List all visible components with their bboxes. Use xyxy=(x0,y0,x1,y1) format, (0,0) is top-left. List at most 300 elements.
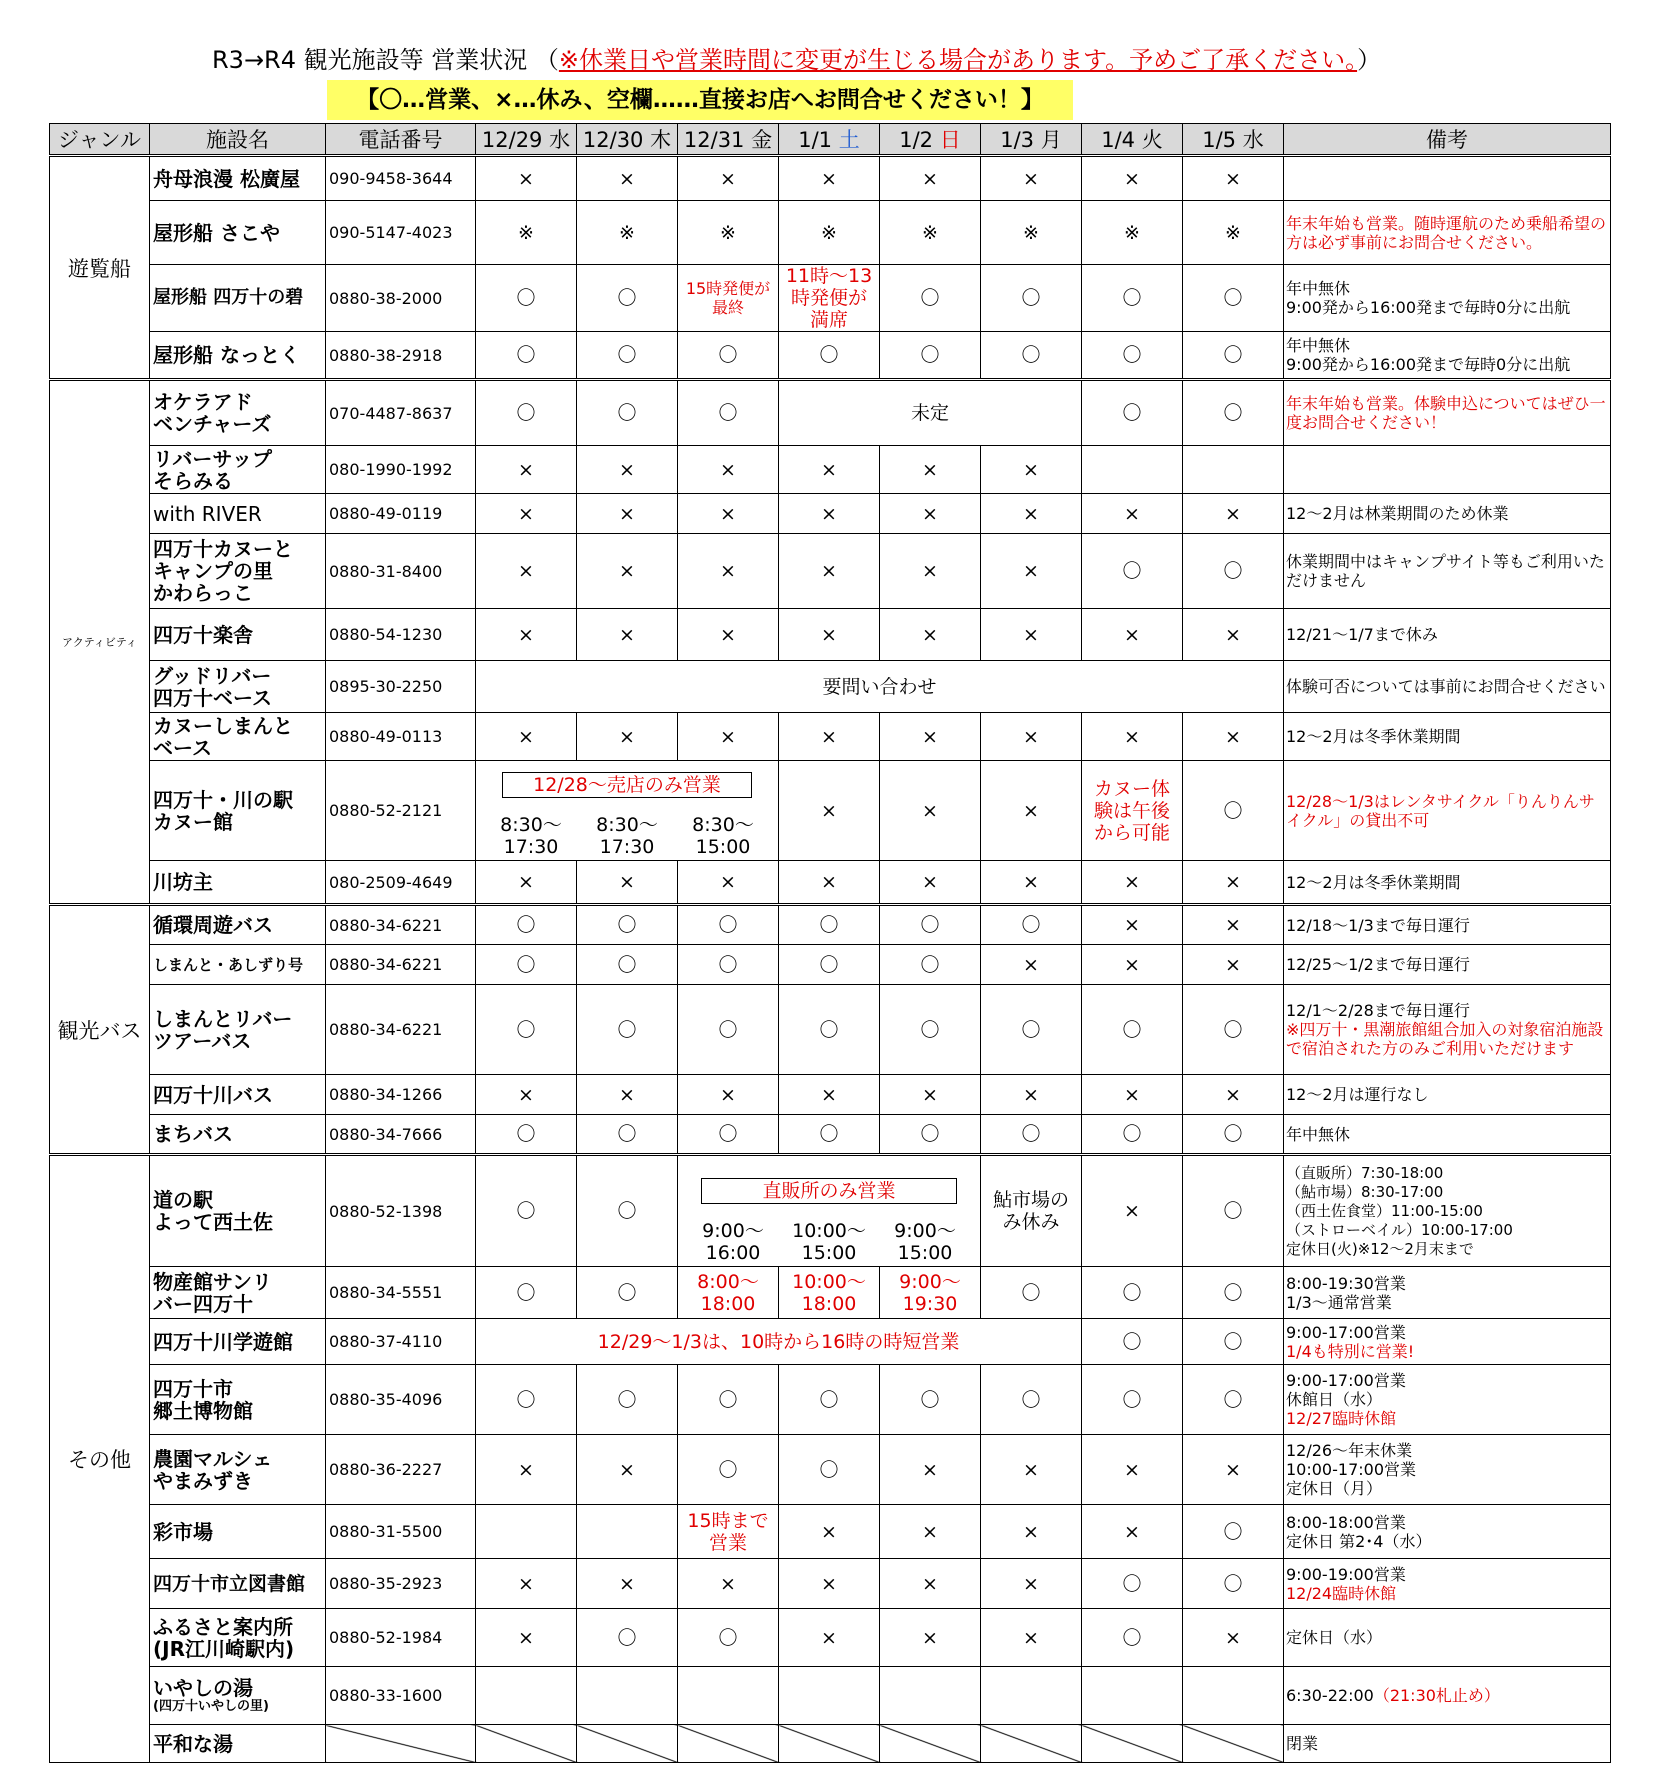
status-cell: × xyxy=(880,1435,981,1505)
status-cell: × xyxy=(678,1075,779,1115)
facility-name: カヌーしまんと ベース xyxy=(150,713,326,761)
status-cell: × xyxy=(577,446,678,494)
status-cell: × xyxy=(476,1609,577,1667)
status-cell: × xyxy=(577,1435,678,1505)
status-cell xyxy=(880,1725,981,1763)
table-row xyxy=(50,1365,1611,1435)
status-cell: × xyxy=(981,1559,1082,1609)
status-cell xyxy=(678,1725,779,1763)
note-cell: 12～2月は冬季休業期間 xyxy=(1284,861,1611,905)
table-row xyxy=(50,861,1611,905)
note-cell: 8:00-19:30営業 1/3～通常営業 xyxy=(1284,1267,1611,1319)
phone-number: 0880-34-6221 xyxy=(326,905,476,945)
status-cell: 〇 xyxy=(981,985,1082,1075)
title-notice: ※休業日や営業時間に変更が生じる場合があります。予めご了承ください。 xyxy=(558,46,1358,74)
facility-name: 四万十市 郷土博物館 xyxy=(150,1365,326,1435)
status-cell: 未定 xyxy=(779,380,1082,446)
status-cell: × xyxy=(880,713,981,761)
phone-number: 070-4487-8637 xyxy=(326,380,476,446)
status-cell: 〇 xyxy=(1082,1267,1183,1319)
status-cell: 〇 xyxy=(476,945,577,985)
status-cell: × xyxy=(476,609,577,661)
status-cell: 〇 xyxy=(1183,1319,1284,1365)
status-cell: 〇 xyxy=(476,1365,577,1435)
phone-number: 0880-38-2918 xyxy=(326,332,476,380)
note-cell: 年中無休 9:00発から16:00発まで毎時0分に出航 xyxy=(1284,332,1611,380)
table-row xyxy=(50,156,1611,201)
status-cell: 〇 xyxy=(476,1115,577,1155)
table-row xyxy=(50,1609,1611,1667)
note-cell: 9:00-17:00営業 休館日（水） 12/27臨時休館 xyxy=(1284,1365,1611,1435)
table-row xyxy=(50,1505,1611,1559)
note-cell: 9:00-19:00営業 12/24臨時休館 xyxy=(1284,1559,1611,1609)
facility-name: 物産館サンリ バー四万十 xyxy=(150,1267,326,1319)
phone-number: 0880-35-4096 xyxy=(326,1365,476,1435)
status-cell: × xyxy=(981,1435,1082,1505)
status-cell: 〇 xyxy=(981,1115,1082,1155)
facility-name: 四万十川バス xyxy=(150,1075,326,1115)
status-cell: 〇 xyxy=(779,1435,880,1505)
phone-number: 0880-49-0113 xyxy=(326,713,476,761)
phone-number: 0880-52-1398 xyxy=(326,1155,476,1267)
status-cell: 〇 xyxy=(577,945,678,985)
status-cell: 〇 xyxy=(1183,1115,1284,1155)
facility-name: 循環周遊バス xyxy=(150,905,326,945)
status-cell: 〇 xyxy=(1183,1505,1284,1559)
note-cell: 12/28～1/3はレンタサイクル「りんりんサイクル」の貸出不可 xyxy=(1284,761,1611,861)
status-cell xyxy=(476,1505,577,1559)
status-cell: × xyxy=(1183,905,1284,945)
note-cell: 年末年始も営業。体験申込についてはぜひ一度お問合せください！ xyxy=(1284,380,1611,446)
status-cell: × xyxy=(678,713,779,761)
status-cell: × xyxy=(981,1609,1082,1667)
table-row xyxy=(50,713,1611,761)
status-cell: 〇 xyxy=(981,1365,1082,1435)
status-cell: 〇 xyxy=(577,985,678,1075)
status-cell: × xyxy=(880,446,981,494)
schedule-table xyxy=(49,123,1611,1763)
note-cell: 年末年始も営業。随時運航のため乗船希望の方は必ず事前にお問合せください。 xyxy=(1284,201,1611,265)
header-date: 12/30 木 xyxy=(577,124,678,156)
status-cell: × xyxy=(779,1505,880,1559)
note-cell: 6:30-22:00（21:30札止め） xyxy=(1284,1667,1611,1725)
status-cell: 〇 xyxy=(476,380,577,446)
phone-number: 0880-34-5551 xyxy=(326,1267,476,1319)
table-row xyxy=(50,1115,1611,1155)
genre-cell: その他 xyxy=(50,1155,150,1763)
status-cell: × xyxy=(880,1075,981,1115)
status-cell: 10:00～ 18:00 xyxy=(779,1267,880,1319)
header-date: 1/3 月 xyxy=(981,124,1082,156)
status-cell: 〇 xyxy=(779,1115,880,1155)
status-cell: × xyxy=(981,1505,1082,1559)
status-cell: 〇 xyxy=(1183,1267,1284,1319)
facility-name: 四万十川学遊館 xyxy=(150,1319,326,1365)
status-cell: × xyxy=(981,156,1082,201)
facility-name: ふるさと案内所 (JR江川崎駅内) xyxy=(150,1609,326,1667)
legend-banner: 【〇…営業、×…休み、空欄……直接お店へお問合せください！】 xyxy=(327,80,1073,120)
facility-name: 四万十・川の駅 カヌー館 xyxy=(150,761,326,861)
status-cell: × xyxy=(880,861,981,905)
genre-cell: アクティビティ xyxy=(50,380,150,905)
status-cell: × xyxy=(880,156,981,201)
status-cell: × xyxy=(779,534,880,609)
status-cell: × xyxy=(476,713,577,761)
status-cell: 〇 xyxy=(779,985,880,1075)
phone-number: 0880-34-1266 xyxy=(326,1075,476,1115)
status-cell: × xyxy=(476,1075,577,1115)
status-cell: 〇 xyxy=(577,905,678,945)
status-cell: 〇 xyxy=(1082,1115,1183,1155)
header-row xyxy=(50,124,1611,156)
table-row xyxy=(50,380,1611,446)
genre-cell: 観光バス xyxy=(50,905,150,1155)
status-cell: 〇 xyxy=(577,1155,678,1267)
status-cell: × xyxy=(779,494,880,534)
phone-number: 0880-54-1230 xyxy=(326,609,476,661)
status-cell: × xyxy=(1082,905,1183,945)
note-cell: 8:00-18:00営業 定休日 第2･4（水） xyxy=(1284,1505,1611,1559)
note-cell: 12/26～年末休業 10:00-17:00営業 定休日（月） xyxy=(1284,1435,1611,1505)
note-cell: 体験可否については事前にお問合せください xyxy=(1284,661,1611,713)
header-genre: ジャンル xyxy=(50,124,150,156)
status-cell: × xyxy=(678,156,779,201)
status-cell: ※ xyxy=(981,201,1082,265)
status-cell: カヌー体験は午後から可能 xyxy=(1082,761,1183,861)
status-cell: × xyxy=(880,1505,981,1559)
page-title xyxy=(212,40,1381,75)
phone-number: 0880-34-6221 xyxy=(326,945,476,985)
status-cell: × xyxy=(1183,1075,1284,1115)
table-row xyxy=(50,609,1611,661)
phone-number: 080-2509-4649 xyxy=(326,861,476,905)
status-cell: × xyxy=(981,761,1082,861)
status-cell: 〇 xyxy=(1082,1319,1183,1365)
status-cell: × xyxy=(476,534,577,609)
status-cell: 直販所のみ営業 9:00～ 16:0010:00～ 15:009:00～ 15:00 xyxy=(678,1155,981,1267)
status-cell: × xyxy=(577,534,678,609)
status-cell: 〇 xyxy=(678,945,779,985)
status-cell: × xyxy=(779,609,880,661)
table-row xyxy=(50,1559,1611,1609)
status-cell: × xyxy=(779,713,880,761)
status-cell: × xyxy=(981,446,1082,494)
status-cell xyxy=(779,1667,880,1725)
note-cell: 閉業 xyxy=(1284,1725,1611,1763)
status-cell: × xyxy=(577,156,678,201)
status-cell: × xyxy=(476,1559,577,1609)
status-cell: 〇 xyxy=(1082,1365,1183,1435)
status-cell: 9:00～ 19:30 xyxy=(880,1267,981,1319)
header-date: 12/29 水 xyxy=(476,124,577,156)
table-row xyxy=(50,494,1611,534)
note-cell: 12/18～1/3まで毎日運行 xyxy=(1284,905,1611,945)
status-cell: × xyxy=(1183,861,1284,905)
status-cell: × xyxy=(476,446,577,494)
status-cell xyxy=(1183,1667,1284,1725)
status-cell xyxy=(981,1667,1082,1725)
status-cell: × xyxy=(476,156,577,201)
status-cell: 〇 xyxy=(1082,1609,1183,1667)
status-cell: × xyxy=(880,761,981,861)
status-cell: × xyxy=(678,534,779,609)
table-row xyxy=(50,945,1611,985)
facility-name: 川坊主 xyxy=(150,861,326,905)
status-cell xyxy=(326,1725,476,1763)
note-cell xyxy=(1284,156,1611,201)
facility-name: 屋形船 四万十の碧 xyxy=(150,265,326,332)
table-row xyxy=(50,201,1611,265)
note-cell: 定休日（水） xyxy=(1284,1609,1611,1667)
note-cell: 12～2月は林業期間のため休業 xyxy=(1284,494,1611,534)
status-cell: ※ xyxy=(1183,201,1284,265)
status-cell: 鮎市場のみ休み xyxy=(981,1155,1082,1267)
status-cell: 8:00～ 18:00 xyxy=(678,1267,779,1319)
status-cell: 〇 xyxy=(577,1267,678,1319)
status-cell: 〇 xyxy=(1082,265,1183,332)
status-cell: 〇 xyxy=(1183,332,1284,380)
status-cell: × xyxy=(779,156,880,201)
notice-box: 直販所のみ営業 xyxy=(701,1178,956,1204)
status-cell: × xyxy=(880,534,981,609)
facility-name: 彩市場 xyxy=(150,1505,326,1559)
status-cell: 〇 xyxy=(880,1365,981,1435)
facility-name: 四万十カヌーと キャンプの里 かわらっこ xyxy=(150,534,326,609)
status-cell xyxy=(1082,446,1183,494)
status-cell: 〇 xyxy=(678,1115,779,1155)
status-cell: × xyxy=(981,534,1082,609)
status-cell: 〇 xyxy=(779,945,880,985)
status-cell xyxy=(1082,1725,1183,1763)
facility-name: 平和な湯 xyxy=(150,1725,326,1763)
status-cell: 〇 xyxy=(880,1115,981,1155)
status-cell: 15時まで営業 xyxy=(678,1505,779,1559)
status-cell: 〇 xyxy=(1183,1559,1284,1609)
status-cell: 〇 xyxy=(476,1155,577,1267)
status-cell: × xyxy=(981,494,1082,534)
title-close: ） xyxy=(1357,46,1382,74)
status-cell: 〇 xyxy=(779,905,880,945)
status-cell xyxy=(577,1725,678,1763)
facility-name: with RIVER xyxy=(150,494,326,534)
status-cell: 〇 xyxy=(981,905,1082,945)
table-row xyxy=(50,1725,1611,1763)
status-cell: × xyxy=(981,713,1082,761)
note-cell: 年中無休 9:00発から16:00発まで毎時0分に出航 xyxy=(1284,265,1611,332)
note-cell: 12/21～1/7まで休み xyxy=(1284,609,1611,661)
status-cell: × xyxy=(1183,609,1284,661)
phone-number: 090-5147-4023 xyxy=(326,201,476,265)
status-cell: 〇 xyxy=(779,1365,880,1435)
status-cell: 〇 xyxy=(577,1609,678,1667)
status-cell: 〇 xyxy=(1082,380,1183,446)
status-cell: 〇 xyxy=(1183,761,1284,861)
status-cell: × xyxy=(1183,494,1284,534)
status-cell: × xyxy=(476,494,577,534)
table-row xyxy=(50,985,1611,1075)
status-cell xyxy=(577,1505,678,1559)
table-row xyxy=(50,1667,1611,1725)
status-cell: 〇 xyxy=(476,265,577,332)
status-cell: × xyxy=(678,1559,779,1609)
status-cell: × xyxy=(1082,713,1183,761)
note-cell: 年中無休 xyxy=(1284,1115,1611,1155)
status-cell xyxy=(577,1667,678,1725)
table-row xyxy=(50,332,1611,380)
table-row xyxy=(50,1435,1611,1505)
status-cell: 11時～13時発便が満席 xyxy=(779,265,880,332)
table-row xyxy=(50,1075,1611,1115)
status-cell: × xyxy=(1082,609,1183,661)
status-cell: 〇 xyxy=(1183,534,1284,609)
facility-name: 四万十楽舎 xyxy=(150,609,326,661)
facility-name: 屋形船 なっとく xyxy=(150,332,326,380)
facility-name: いやしの湯 (四万十いやしの里) xyxy=(150,1667,326,1725)
status-cell: 〇 xyxy=(1183,265,1284,332)
status-cell: 〇 xyxy=(981,1267,1082,1319)
note-cell: 12/1～2/28まで毎日運行 ※四万十・黒潮旅館組合加入の対象宿泊施設で宿泊された方のみご利用いただけます xyxy=(1284,985,1611,1075)
status-cell: ※ xyxy=(577,201,678,265)
phone-number: 0880-31-8400 xyxy=(326,534,476,609)
phone-number: 090-9458-3644 xyxy=(326,156,476,201)
header-facility: 施設名 xyxy=(150,124,326,156)
status-cell: × xyxy=(1082,1075,1183,1115)
status-cell: ※ xyxy=(779,201,880,265)
status-cell: 〇 xyxy=(981,265,1082,332)
status-cell: 〇 xyxy=(1183,1155,1284,1267)
phone-number: 0880-31-5500 xyxy=(326,1505,476,1559)
status-cell: × xyxy=(779,1609,880,1667)
status-cell: × xyxy=(880,1559,981,1609)
status-cell: × xyxy=(981,1075,1082,1115)
facility-name: しまんと・あしずり号 xyxy=(150,945,326,985)
header-notes: 備考 xyxy=(1284,124,1611,156)
phone-number: 0880-35-2923 xyxy=(326,1559,476,1609)
status-cell: × xyxy=(476,1435,577,1505)
phone-number: 0880-38-2000 xyxy=(326,265,476,332)
note-cell: 9:00-17:00営業 1/4も特別に営業! xyxy=(1284,1319,1611,1365)
header-phone: 電話番号 xyxy=(326,124,476,156)
header-date: 1/5 水 xyxy=(1183,124,1284,156)
genre-cell: 遊覧船 xyxy=(50,156,150,380)
status-cell: 〇 xyxy=(880,905,981,945)
status-cell: × xyxy=(981,609,1082,661)
status-cell: × xyxy=(577,609,678,661)
phone-number: 0880-52-2121 xyxy=(326,761,476,861)
status-cell: 〇 xyxy=(880,945,981,985)
status-cell: ※ xyxy=(678,201,779,265)
phone-number: 0880-36-2227 xyxy=(326,1435,476,1505)
status-cell: × xyxy=(880,494,981,534)
status-cell: 〇 xyxy=(880,265,981,332)
status-cell: × xyxy=(577,1075,678,1115)
status-cell: × xyxy=(1082,1155,1183,1267)
status-cell: × xyxy=(577,861,678,905)
note-cell: 休業期間中はキャンプサイト等もご利用いただけません xyxy=(1284,534,1611,609)
phone-number: 0880-52-1984 xyxy=(326,1609,476,1667)
title-main: R3→R4 観光施設等 営業状況 （ xyxy=(212,46,559,74)
status-cell xyxy=(678,1667,779,1725)
status-cell: × xyxy=(1183,713,1284,761)
status-cell: × xyxy=(476,861,577,905)
status-cell: × xyxy=(577,713,678,761)
note-cell: （直販所）7:30-18:00 （鮎市場）8:30-17:00 （西土佐食堂）11:00-15:00 （ストローベイル）10:00-17:00 定休日(火)※12～2月末まで xyxy=(1284,1155,1611,1267)
facility-name: しまんとリバー ツアーバス xyxy=(150,985,326,1075)
status-cell: 〇 xyxy=(678,380,779,446)
facility-name: リバーサップ そらみる xyxy=(150,446,326,494)
status-cell xyxy=(981,1725,1082,1763)
status-cell: × xyxy=(779,861,880,905)
status-cell: × xyxy=(1082,1505,1183,1559)
status-cell: × xyxy=(1183,1609,1284,1667)
status-cell: × xyxy=(1183,1435,1284,1505)
status-cell: 〇 xyxy=(981,332,1082,380)
facility-name: 農園マルシェ やまみずき xyxy=(150,1435,326,1505)
status-cell: × xyxy=(1082,156,1183,201)
table-row xyxy=(50,661,1611,713)
status-cell: × xyxy=(880,1609,981,1667)
header-date: 1/4 火 xyxy=(1082,124,1183,156)
status-cell: 〇 xyxy=(678,1365,779,1435)
table-row xyxy=(50,1319,1611,1365)
status-cell xyxy=(1183,446,1284,494)
status-cell: × xyxy=(577,1559,678,1609)
note-cell: 12～2月は運行なし xyxy=(1284,1075,1611,1115)
table-row xyxy=(50,905,1611,945)
table-row xyxy=(50,265,1611,332)
status-cell: 〇 xyxy=(1183,985,1284,1075)
facility-name: 屋形船 さこや xyxy=(150,201,326,265)
facility-name: 四万十市立図書館 xyxy=(150,1559,326,1609)
status-cell: 〇 xyxy=(1082,534,1183,609)
status-cell: × xyxy=(1082,494,1183,534)
status-cell: × xyxy=(779,1075,880,1115)
status-cell: 〇 xyxy=(577,332,678,380)
status-cell: ※ xyxy=(1082,201,1183,265)
phone-number: 0880-33-1600 xyxy=(326,1667,476,1725)
note-cell xyxy=(1284,446,1611,494)
status-cell: 〇 xyxy=(577,380,678,446)
table-row xyxy=(50,534,1611,609)
status-cell: 〇 xyxy=(678,905,779,945)
phone-number: 0880-34-6221 xyxy=(326,985,476,1075)
status-cell: × xyxy=(880,609,981,661)
phone-number: 0895-30-2250 xyxy=(326,661,476,713)
status-cell: × xyxy=(678,609,779,661)
table-row xyxy=(50,1267,1611,1319)
status-cell: × xyxy=(1082,861,1183,905)
status-cell: ※ xyxy=(476,201,577,265)
status-cell: 〇 xyxy=(1082,332,1183,380)
status-cell: 〇 xyxy=(1082,985,1183,1075)
status-cell: × xyxy=(1082,945,1183,985)
status-cell xyxy=(476,1667,577,1725)
status-cell: 〇 xyxy=(577,1365,678,1435)
status-cell xyxy=(1082,1667,1183,1725)
status-cell: 15時発便が最終 xyxy=(678,265,779,332)
status-cell: ※ xyxy=(880,201,981,265)
status-cell xyxy=(779,1725,880,1763)
status-cell: 〇 xyxy=(880,985,981,1075)
header-date: 12/31 金 xyxy=(678,124,779,156)
status-cell: × xyxy=(779,1559,880,1609)
status-cell: 〇 xyxy=(1183,1365,1284,1435)
status-cell: × xyxy=(678,494,779,534)
status-cell: 〇 xyxy=(678,985,779,1075)
header-date: 1/2 日 xyxy=(880,124,981,156)
status-cell: × xyxy=(577,494,678,534)
status-cell: 〇 xyxy=(476,905,577,945)
